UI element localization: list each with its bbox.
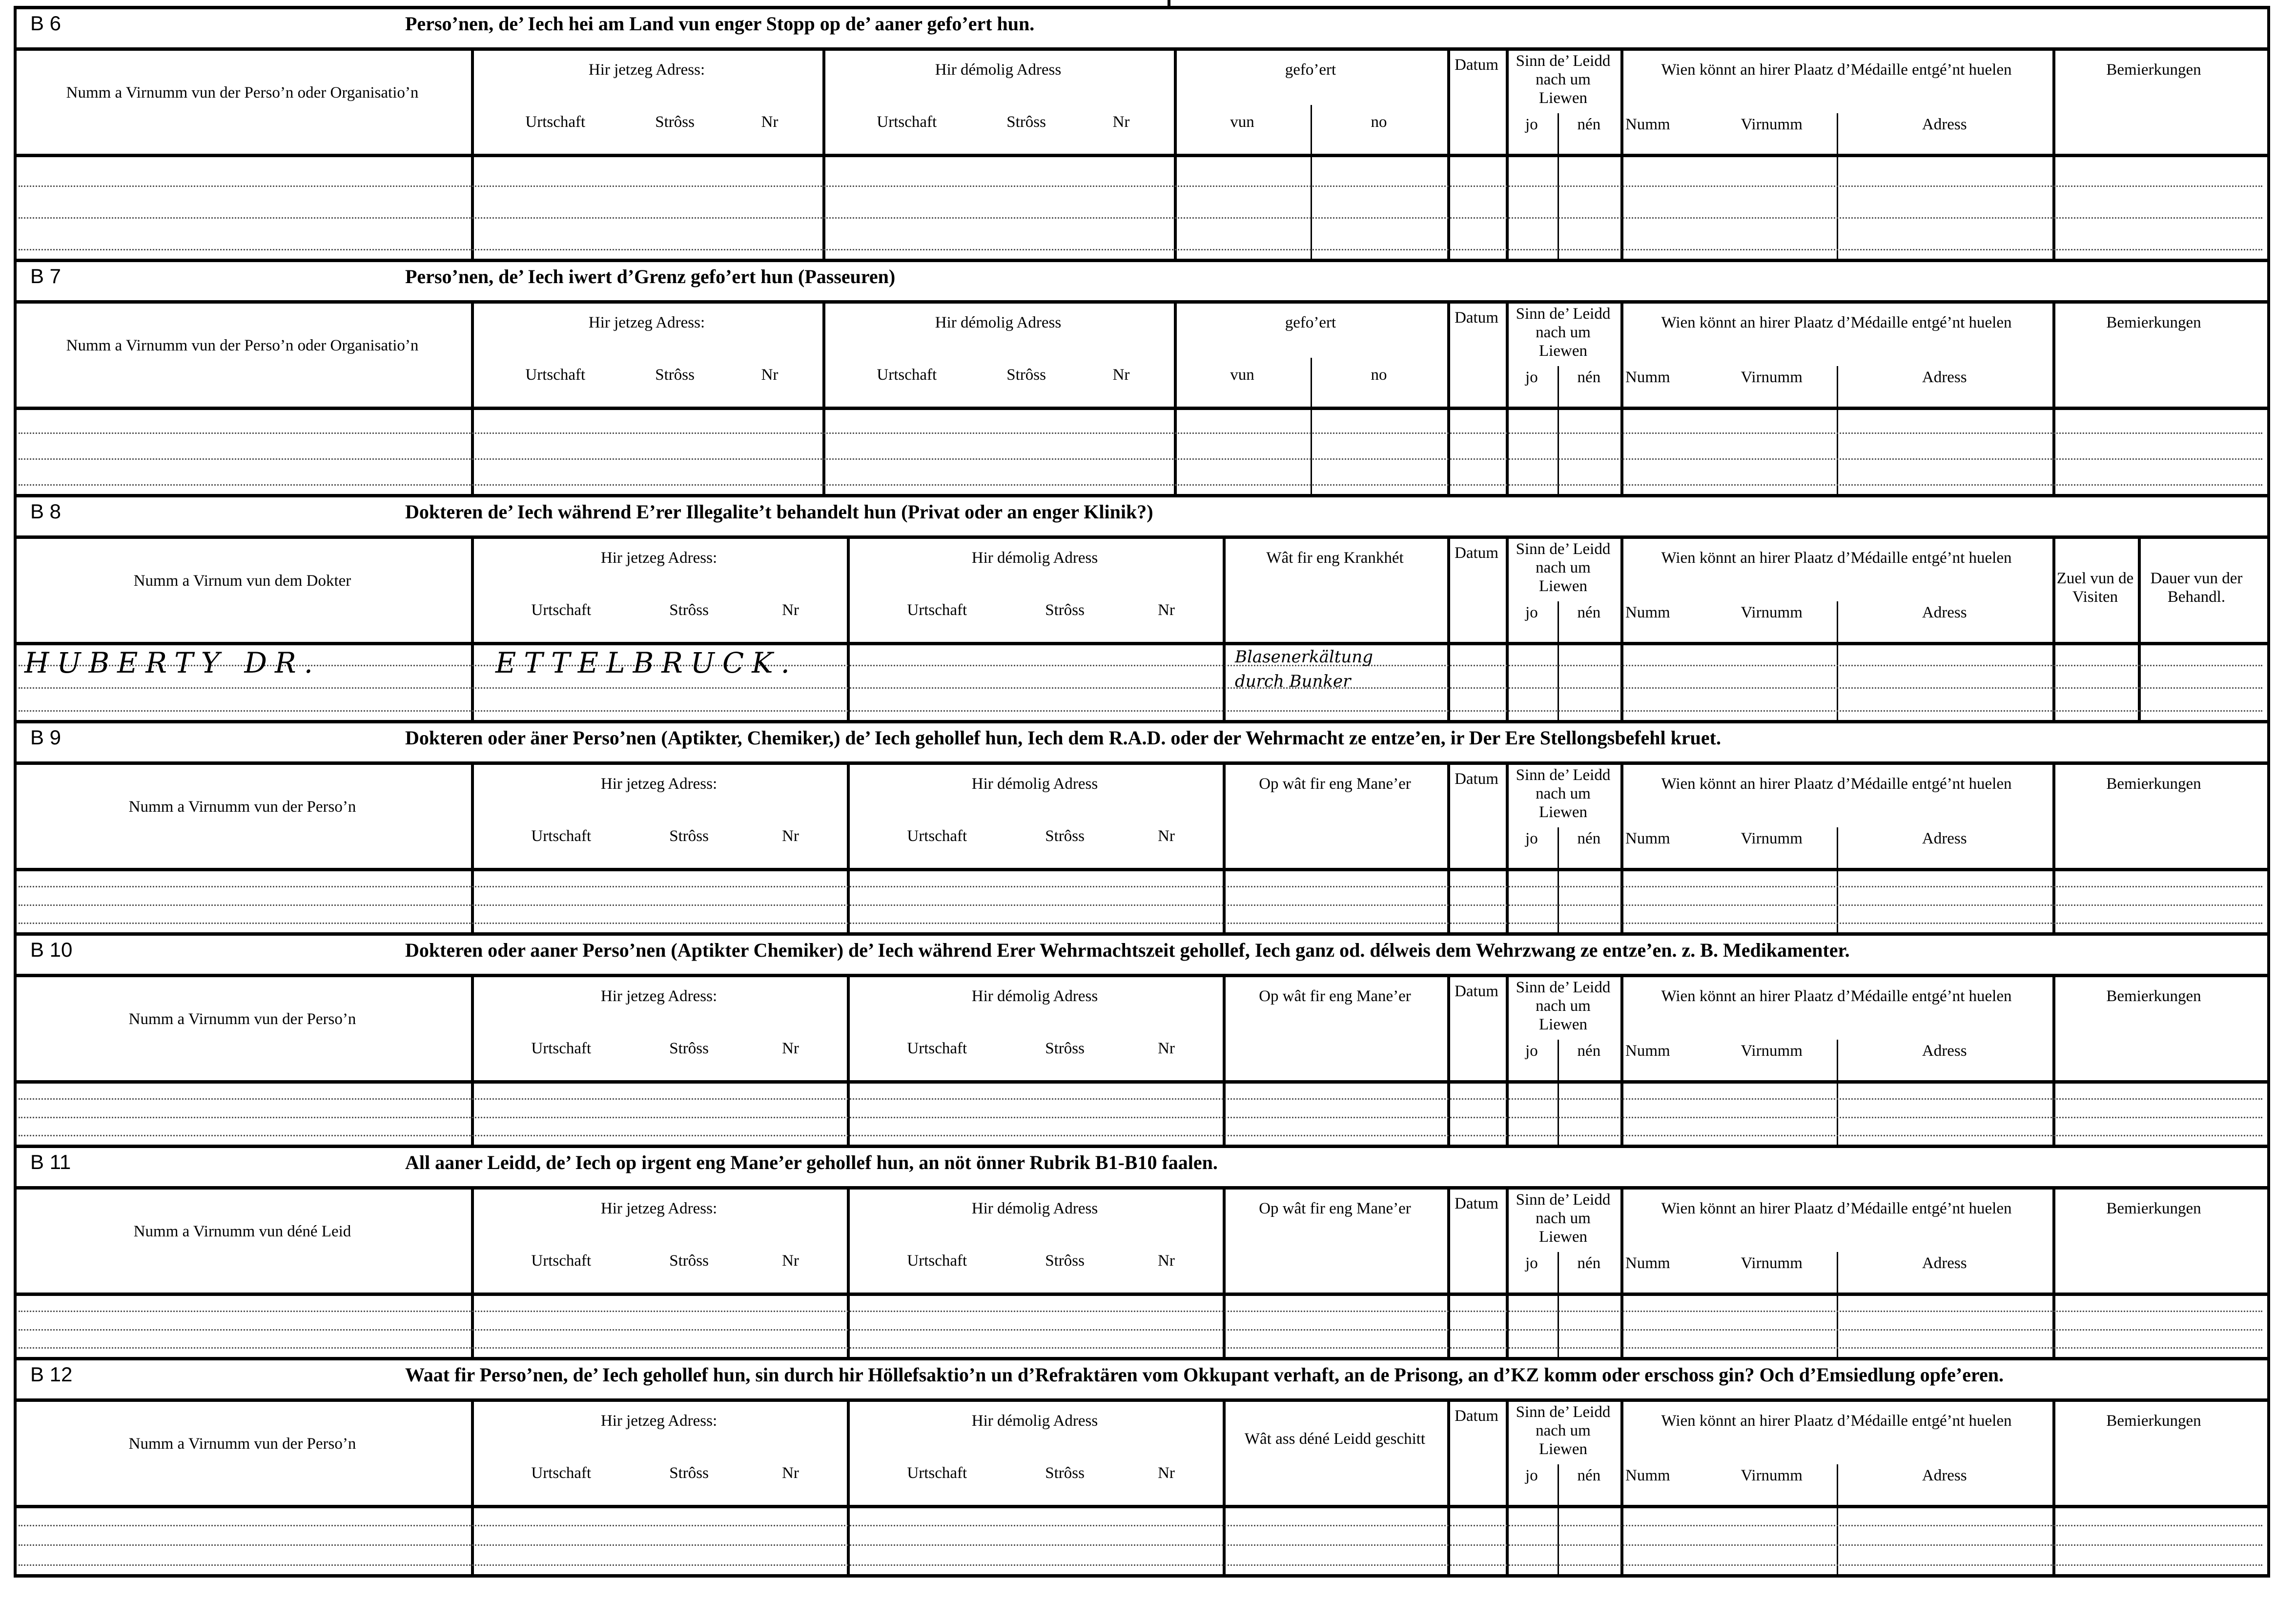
former-address-header: Hir démolig Adress <box>935 61 1062 79</box>
section-title: Dokteren de’ Iech während E’rer Illegalite’t behandelt hun (Privat oder an enger Klinik?) <box>405 501 1153 523</box>
section-header-bottom-rule <box>14 1293 2270 1296</box>
manner-header: Op wât fir eng Mane’er <box>1259 775 1411 793</box>
remarks-split-divider <box>2138 535 2141 720</box>
section-top-rule <box>14 932 2270 936</box>
column-divider <box>1620 1186 1623 1357</box>
current-address-header: Hir jetzeg Adress: <box>600 987 718 1005</box>
surname-subheader: Numm <box>1625 116 1670 133</box>
dotted-entry-line <box>19 710 2262 712</box>
place-subheader: Urtschaft <box>531 1040 592 1057</box>
column-divider <box>1620 300 1623 494</box>
medal-address-subheader: Adress <box>1922 116 1967 133</box>
date-header: Datum <box>1455 309 1498 327</box>
current-address-header: Hir jetzeg Adress: <box>600 1412 718 1430</box>
remarks-header: Bemierkungen <box>2106 61 2201 79</box>
section-top-rule <box>14 494 2270 497</box>
number-subheader: Nr <box>1158 1040 1175 1057</box>
section-header-bottom-rule <box>14 868 2270 871</box>
number-subheader: Nr <box>1158 1252 1175 1270</box>
surname-subheader: Numm <box>1625 604 1670 621</box>
firstname-subheader: Virnumm <box>1741 830 1803 847</box>
yes-subheader: jo <box>1525 1042 1538 1060</box>
alive-header: Sinn de’ Leidd nach um Liewen <box>1516 1403 1611 1458</box>
place-subheader: Urtschaft <box>531 1252 592 1270</box>
section-title: Dokteren oder aaner Perso’nen (Aptikter Chemiker) de’ Iech während Erer Wehrmachtszeit gehollef, Iech ganz od. délweis dem Wehrzwang ze entze’en. z. B. Medikamenter. <box>405 939 1850 961</box>
section-header-bottom-rule <box>14 154 2270 157</box>
former-address-header: Hir démolig Adress <box>971 1412 1098 1430</box>
number-subheader: Nr <box>782 1252 799 1270</box>
column-divider <box>1620 47 1623 259</box>
firstname-subheader: Virnumm <box>1741 116 1803 133</box>
medal-contact-header: Wien könnt an hirer Plaatz d’Médaille entgé’nt huelen <box>1661 61 2012 79</box>
place-subheader: Urtschaft <box>531 601 592 619</box>
place-subheader: Urtschaft <box>907 1040 967 1057</box>
column-divider <box>1447 300 1450 494</box>
street-subheader: Strôss <box>669 1040 709 1057</box>
section-title: Dokteren oder äner Perso’nen (Aptikter, Chemiker,) de’ Iech gehollef hun, Iech dem R.A.D. oder der Wehrmacht ze entze’en, ir Der Ere Stellongsbefehl kruet. <box>405 727 1721 749</box>
place-subheader: Urtschaft <box>907 601 967 619</box>
treatment-duration-header: Dauer vun der Behandl. <box>2150 570 2243 606</box>
current-address-header: Hir jetzeg Adress: <box>600 1200 718 1217</box>
firstname-subheader: Virnumm <box>1741 369 1803 386</box>
section-header-bottom-rule <box>14 1505 2270 1508</box>
section-header-top-rule <box>14 47 2270 51</box>
remarks-header: Bemierkungen <box>2106 1412 2201 1430</box>
firstname-subheader: Virnumm <box>1741 1254 1803 1272</box>
place-subheader: Urtschaft <box>877 113 937 131</box>
section-header-top-rule <box>14 535 2270 539</box>
street-subheader: Strôss <box>1045 601 1085 619</box>
dotted-entry-line <box>19 904 2262 906</box>
column-divider <box>1447 535 1450 720</box>
place-subheader: Urtschaft <box>525 113 586 131</box>
medal-address-subheader: Adress <box>1922 830 1967 847</box>
name-column-header: Numm a Virnumm vun der Perso’n <box>128 798 356 816</box>
section-title: Perso’nen, de’ Iech iwert d’Grenz gefo’ert hun (Passeuren) <box>405 266 896 287</box>
name-column-header: Numm a Virnumm vun der Perso’n oder Organisatio’n <box>66 337 419 354</box>
section-id: B 12 <box>30 1363 73 1386</box>
medal-contact-header: Wien könnt an hirer Plaatz d’Médaille entgé’nt huelen <box>1661 775 2012 793</box>
former-address-header: Hir démolig Adress <box>971 1200 1098 1217</box>
form-bottom-border <box>14 1574 2270 1578</box>
medal-address-subheader: Adress <box>1922 369 1967 386</box>
manner-header: Op wât fir eng Mane’er <box>1259 987 1411 1005</box>
medal-address-subheader: Adress <box>1922 604 1967 621</box>
column-divider <box>1223 1398 1226 1574</box>
former-address-header: Hir démolig Adress <box>971 775 1098 793</box>
no-subheader: nén <box>1577 369 1601 386</box>
current-address-header: Hir jetzeg Adress: <box>600 549 718 567</box>
former-address-header: Hir démolig Adress <box>935 314 1062 331</box>
name-column-header: Numm a Virnumm vun der Perso’n oder Organisatio’n <box>66 84 419 102</box>
section-header-top-rule <box>14 1398 2270 1402</box>
from-subheader: vun <box>1230 113 1254 131</box>
medal-contact-header: Wien könnt an hirer Plaatz d’Médaille entgé’nt huelen <box>1661 987 2012 1005</box>
medal-contact-header: Wien könnt an hirer Plaatz d’Médaille entgé’nt huelen <box>1661 314 2012 331</box>
street-subheader: Strôss <box>1006 366 1046 384</box>
yes-subheader: jo <box>1525 1254 1538 1272</box>
no-subheader: nén <box>1577 1467 1601 1484</box>
top-tick-mark <box>1168 0 1170 6</box>
section-header-top-rule <box>14 761 2270 765</box>
section-header-top-rule <box>14 300 2270 304</box>
name-column-header: Numm a Virnumm vun déné Leid <box>133 1223 351 1240</box>
dotted-entry-line <box>19 1525 2262 1526</box>
dotted-entry-line <box>19 249 2262 250</box>
section-top-rule <box>14 6 2270 9</box>
dotted-entry-line <box>19 1117 2262 1118</box>
remarks-header: Bemierkungen <box>2106 987 2201 1005</box>
surname-subheader: Numm <box>1625 1254 1670 1272</box>
handwritten-illness-line2: durch Bunker <box>1235 672 1351 691</box>
date-header: Datum <box>1455 1407 1498 1425</box>
form-right-border <box>2267 6 2270 1574</box>
number-subheader: Nr <box>1158 1464 1175 1482</box>
street-subheader: Strôss <box>1006 113 1046 131</box>
medal-contact-header: Wien könnt an hirer Plaatz d’Médaille entgé’nt huelen <box>1661 1200 2012 1217</box>
section-top-rule <box>14 1145 2270 1148</box>
place-subheader: Urtschaft <box>531 1464 592 1482</box>
section-title: Perso’nen, de’ Iech hei am Land vun enger Stopp op de’ aaner gefo’ert hun. <box>405 13 1035 35</box>
place-subheader: Urtschaft <box>877 366 937 384</box>
dotted-entry-line <box>19 1329 2262 1331</box>
street-subheader: Strôss <box>669 1464 709 1482</box>
section-top-rule <box>14 720 2270 723</box>
manner-header: Op wât fir eng Mane’er <box>1259 1200 1411 1217</box>
column-divider <box>1620 1398 1623 1574</box>
street-subheader: Strôss <box>1045 1464 1085 1482</box>
number-subheader: Nr <box>1112 113 1130 131</box>
place-subheader: Urtschaft <box>531 827 592 845</box>
dotted-entry-line <box>19 1135 2262 1136</box>
yes-subheader: jo <box>1525 830 1538 847</box>
alive-header: Sinn de’ Leidd nach um Liewen <box>1516 52 1611 107</box>
date-header: Datum <box>1455 770 1498 788</box>
number-subheader: Nr <box>1158 601 1175 619</box>
transported-header: gefo’ert <box>1285 61 1336 79</box>
street-subheader: Strôss <box>655 113 695 131</box>
no-subheader: nén <box>1577 830 1601 847</box>
current-address-header: Hir jetzeg Adress: <box>600 775 718 793</box>
column-divider <box>1620 974 1623 1145</box>
name-column-header: Numm a Virnumm vun der Perso’n <box>128 1010 356 1028</box>
handwritten-illness-line1: Blasenerkältung <box>1235 647 1373 667</box>
to-subheader: no <box>1371 113 1387 131</box>
medal-contact-header: Wien könnt an hirer Plaatz d’Médaille entgé’nt huelen <box>1661 549 2012 567</box>
number-subheader: Nr <box>782 601 799 619</box>
firstname-subheader: Virnumm <box>1741 604 1803 621</box>
current-address-header: Hir jetzeg Adress: <box>588 314 705 331</box>
place-subheader: Urtschaft <box>907 1252 967 1270</box>
medal-address-subheader: Adress <box>1922 1467 1967 1484</box>
column-divider <box>1506 535 1509 720</box>
number-subheader: Nr <box>782 1464 799 1482</box>
former-address-header: Hir démolig Adress <box>971 549 1098 567</box>
no-subheader: nén <box>1577 1042 1601 1060</box>
street-subheader: Strôss <box>655 366 695 384</box>
date-header: Datum <box>1455 56 1498 74</box>
street-subheader: Strôss <box>669 827 709 845</box>
place-subheader: Urtschaft <box>525 366 586 384</box>
fate-header: Wât ass déné Leidd geschitt <box>1244 1430 1426 1448</box>
column-divider <box>1506 1398 1509 1574</box>
street-subheader: Strôss <box>669 1252 709 1270</box>
section-header-bottom-rule <box>14 642 2270 645</box>
name-column-header: Numm a Virnumm vun der Perso’n <box>128 1435 356 1453</box>
visits-header: Zuel vun de Visiten <box>2056 570 2134 606</box>
section-id: B 10 <box>30 938 73 961</box>
number-subheader: Nr <box>782 827 799 845</box>
section-id: B 11 <box>30 1150 71 1173</box>
alive-header: Sinn de’ Leidd nach um Liewen <box>1516 540 1611 595</box>
date-header: Datum <box>1455 544 1498 562</box>
no-subheader: nén <box>1577 116 1601 133</box>
form-left-border <box>14 6 17 1574</box>
place-subheader: Urtschaft <box>907 827 967 845</box>
column-divider <box>1620 535 1623 720</box>
street-subheader: Strôss <box>1045 827 1085 845</box>
street-subheader: Strôss <box>1045 1040 1085 1057</box>
column-divider <box>1506 300 1509 494</box>
section-id: B 7 <box>30 265 62 287</box>
column-divider <box>1506 47 1509 259</box>
street-subheader: Strôss <box>1045 1252 1085 1270</box>
yes-subheader: jo <box>1525 1467 1538 1484</box>
dotted-entry-line <box>19 1347 2262 1349</box>
surname-subheader: Numm <box>1625 1467 1670 1484</box>
no-subheader: nén <box>1577 1254 1601 1272</box>
section-top-rule <box>14 1357 2270 1360</box>
section-id: B 6 <box>30 12 62 35</box>
remarks-header: Bemierkungen <box>2106 314 2201 331</box>
firstname-subheader: Virnumm <box>1741 1467 1803 1484</box>
medal-contact-header: Wien könnt an hirer Plaatz d’Médaille entgé’nt huelen <box>1661 1412 2012 1430</box>
dotted-entry-line <box>19 1544 2262 1546</box>
current-address-header: Hir jetzeg Adress: <box>588 61 705 79</box>
medal-address-subheader: Adress <box>1922 1254 1967 1272</box>
dotted-entry-line <box>19 1098 2262 1100</box>
firstname-subheader: Virnumm <box>1741 1042 1803 1060</box>
section-header-top-rule <box>14 974 2270 977</box>
dotted-entry-line <box>19 665 2262 666</box>
section-id: B 8 <box>30 500 62 523</box>
dotted-entry-line <box>19 432 2262 434</box>
illness-header: Wât fir eng Krankhét <box>1266 549 1404 567</box>
place-subheader: Urtschaft <box>907 1464 967 1482</box>
handwritten-doctor-place: ETTELBRUCK. <box>495 646 798 679</box>
number-subheader: Nr <box>782 1040 799 1057</box>
number-subheader: Nr <box>761 113 779 131</box>
dotted-entry-line <box>19 1564 2262 1566</box>
medal-address-subheader: Adress <box>1922 1042 1967 1060</box>
section-header-bottom-rule <box>14 1080 2270 1084</box>
surname-subheader: Numm <box>1625 830 1670 847</box>
dotted-entry-line <box>19 458 2262 460</box>
section-top-rule <box>14 259 2270 262</box>
alive-header: Sinn de’ Leidd nach um Liewen <box>1516 1191 1611 1246</box>
alive-header: Sinn de’ Leidd nach um Liewen <box>1516 305 1611 360</box>
section-header-top-rule <box>14 1186 2270 1190</box>
dotted-entry-line <box>19 687 2262 689</box>
column-divider <box>2052 535 2055 720</box>
column-divider <box>1620 761 1623 932</box>
surname-subheader: Numm <box>1625 369 1670 386</box>
section-id: B 9 <box>30 726 62 749</box>
name-column-header: Numm a Virnum vun dem Dokter <box>133 572 351 590</box>
dotted-entry-line <box>19 886 2262 887</box>
yes-subheader: jo <box>1525 116 1538 133</box>
column-divider <box>1447 47 1450 259</box>
transported-header: gefo’ert <box>1285 314 1336 331</box>
no-subheader: nén <box>1577 604 1601 621</box>
dotted-entry-line <box>19 185 2262 187</box>
yes-subheader: jo <box>1525 369 1538 386</box>
dotted-entry-line <box>19 923 2262 924</box>
section-title: All aaner Leidd, de’ Iech op irgent eng Mane’er gehollef hun, an nöt önner Rubrik B1-B10 faalen. <box>405 1151 1218 1173</box>
section-header-bottom-rule <box>14 407 2270 410</box>
alive-header: Sinn de’ Leidd nach um Liewen <box>1516 766 1611 821</box>
date-header: Datum <box>1455 1195 1498 1212</box>
number-subheader: Nr <box>1112 366 1130 384</box>
number-subheader: Nr <box>761 366 779 384</box>
street-subheader: Strôss <box>669 601 709 619</box>
dotted-entry-line <box>19 1311 2262 1312</box>
surname-subheader: Numm <box>1625 1042 1670 1060</box>
date-header: Datum <box>1455 983 1498 1000</box>
remarks-header: Bemierkungen <box>2106 775 2201 793</box>
number-subheader: Nr <box>1158 827 1175 845</box>
dotted-entry-line <box>19 217 2262 219</box>
alive-header: Sinn de’ Leidd nach um Liewen <box>1516 979 1611 1033</box>
section-title: Waat fir Perso’nen, de’ Iech gehollef hun, sin durch hir Höllefsaktio’n un d’Refraktären vom Okkupant verhaft, an de Prisong, an d’KZ komm oder erschoss gin? Och d’Emsiedlung opfe’eren. <box>405 1364 2004 1386</box>
former-address-header: Hir démolig Adress <box>971 987 1098 1005</box>
remarks-header: Bemierkungen <box>2106 1200 2201 1217</box>
to-subheader: no <box>1371 366 1387 384</box>
from-subheader: vun <box>1230 366 1254 384</box>
yes-subheader: jo <box>1525 604 1538 621</box>
dotted-entry-line <box>19 484 2262 486</box>
handwritten-doctor-name: HUBERTY DR. <box>24 646 321 679</box>
